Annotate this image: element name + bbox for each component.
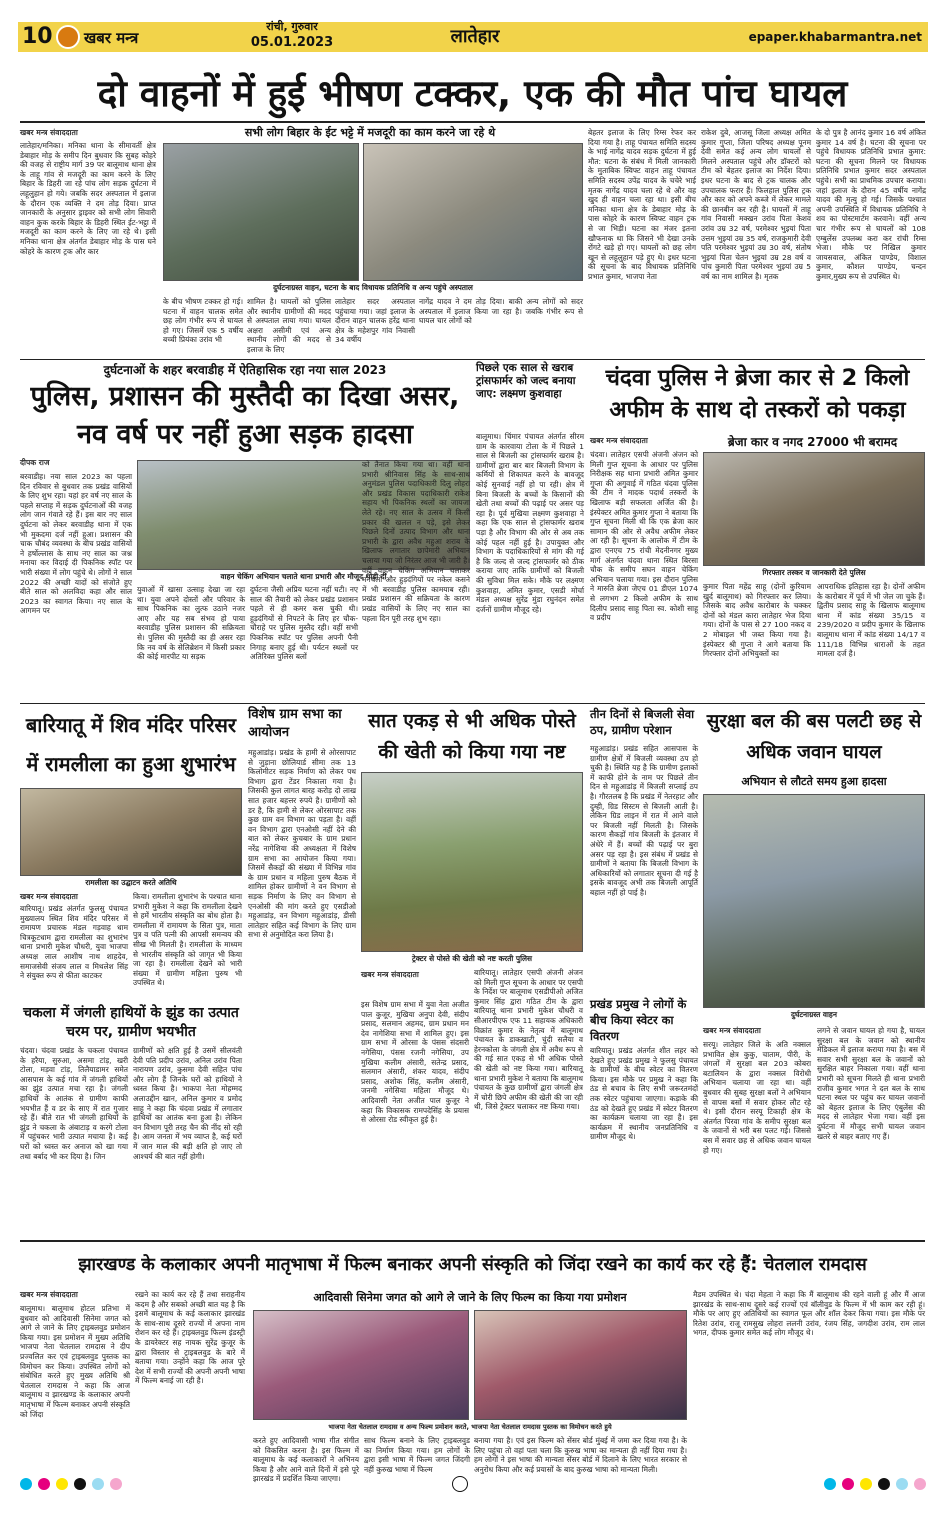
ramlila-text-col1: बारियातू। प्रखंड अंतर्गत फुलसु पंचायत मुख्यालय स्थित शिव मंदिर परिसर में रामायण प्रचारक मंडल गड़वाह धाम चित्रकूटधाम द्वारा रामलीला का शुभारंभ थाना प्रभारी मुकेश चौधरी, युवा भाजपा अध्यक्ष लाल आशीष नाथ शाहदेव, समाजसेवी संजय लाल व मिथलेश सिंह ने संयुक्त रूप से फीता काटकर	[20, 904, 128, 981]
section-name: लातेहार	[450, 26, 500, 47]
lead-text-col5: नागेंद्र यादव ने दम तोड़ दिया। बाकी अन्य लोगों को सदर अस्पताल में इलाज किया जा रहा है। जबकि गंभीर रूप से घायल चार लोगों को	[419, 297, 583, 326]
cinema-text-col5: बनाया गया है। एवं इस फिल्म को सेंसर बोर्ड मुंबई में जमा कर दिया गया है। के लिए पहुंचा तो वहां पता चला कि कुरुख भाषा का मान्यता ही नहीं दिया गया है। हम लोगों ने इस भाषा की मान्यता सेंसर बोर्ड में दिलाने के लिए भारत सरकार से अनुरोध किया और कई प्रयासों के बाद कुरुख भाषा को मान्यता मिली।	[474, 1436, 687, 1474]
newyear-text-col2: युवाओं में खासा उत्साह देखा जा रहा था। युवा अपने दोस्तों और परिवार के साथ पिकनिक का लुत्फ उठाने नजर आए और यह सब संभव हो पाया बरवाडीह पुलिस प्रशासन की सक्रियता से। पुलिस की मुस्तैदी का ही असर रहा कि नव वर्ष के सेलिब्रेशन में किसी प्रकार की कोई मारपीट या सड़क	[137, 585, 245, 662]
power-text: महुआडांड़। प्रखंड सहित आसपास के ग्रामीण क्षेत्रों में बिजली व्यवस्था ठप हो चुकी है। स्थिति यह है कि ग्रामीण इलाकों में काफी होने के नाम पर पिछले तीन दिन से महुआडांड़ में बिजली सप्लाई ठप है। गौरतलब है कि प्रखंड में नेतरहाट और दुम्ही, ग्रिड सिस्टम से बिजली आती है। लेकिन ग्रिड लाइन में रात में आने वाले पर बिजली नहीं मिलती है। जिसके कारण सैकड़ों गांव बिजली के इंतजार में अंधेरे में हैं। बच्चों की पढ़ाई पर बुरा असर पड़ रहा है। इस संबंध में प्रखंड से ग्रामीणों ने बताया कि बिजली विभाग के अधिकारियों को लगातार सूचना दी गई है इसके बावजूद अभी तक बिजली आपूर्ति बहाल नहीं हो पाई है।	[590, 744, 698, 897]
lead-byline: खबर मन्त्र संवाददाता	[20, 128, 78, 137]
cinema-text-col4: साथ फिल्म बनाने के लिए ट्राइबलवुड का निर्माण किया गया। हम लोगों के द्वारा इसी भाषा में फिल्म जगत जिंदगी नहीं कुरुख भाषा में फिल्म	[364, 1436, 470, 1474]
lead-text-col7: राकेश दुबे, आजसू जिला अध्यक्ष अमित कुमार गुप्ता, जिला परिषद अध्यक्ष पूनम देवी समेत कई अन्य लोग घायलों से मिलने अस्पताल पहुंचे और डॉक्टरों को टीम को बेहतर इलाज का निर्देश दिया। इधर घटना के बाद से ट्रक चालक और उपचालक फरार हैं। फिलहाल पुलिस ट्रक और कार को अपने कब्जे में लेकर मामले की छानबीन कर रही है। घायलों में ताहू गांव निवासी मक्खन उरांव पिता केशव उरांव उम्र 32 वर्ष, परमेश्वर भुइयां पिता उत्तम भुइयां उम्र 35 वर्ष, राजकुमारी देवी पति परमेश्वर भुइयां उम्र 30 वर्ष, संतोष भुइयां पिता चेतन भुइयां उम्र 28 वर्ष व पांच कुमारी पिता परमेश्वर भुइयां उम्र 5 वर्ष का नाम शामिल है। मृतक	[701, 128, 811, 281]
page-number: 10	[22, 24, 53, 49]
sweater-text: बारियातू। प्रखंड अंतर्गत शीत लहर को देखते हुए प्रखंड प्रमुख ने फुलसु पंचायत के ग्रामीणों के बीच स्वेटर का वितरण किया। इस मौके पर प्रमुख ने कहा कि ठंड से बचाव के लिए सभी जरूरतमंदों तक स्वेटर पहुंचाया जाएगा। कड़ाके की ठंड को देखते हुए प्रखंड में स्वेटर वितरण का कार्यक्रम चलाया जा रहा है। इस कार्यक्रम में स्थानीय जनप्रतिनिधि व ग्रामीण मौजूद थे।	[590, 1046, 698, 1142]
cinema-text-col3: करते हुए आदिवासी भाषा गीत संगीत को विकसित करना है। इस फिल्म में बालूमाथ के कई कलाकारों ने अभिनय किया है और आने वाले दिनों में इसे पूरे झारखंड में प्रदर्शित किया जाएगा।	[253, 1436, 359, 1484]
lead-text-col4: लातेहार सदर अस्पताल पहुंचाया गया। जहां इलाज के दौरान वाहन चालक हरेंद्र थाना क्षेत्र के महेशपुर गांव निवासी 34 वर्षीय	[335, 297, 415, 345]
divider	[20, 121, 925, 123]
cinema-text-col6: मैडम उपस्थित थे। चंदा मेहता ने कहा कि मैं बालूमाथ की रहने वाली हूं और मैं आज झारखंड के साथ-साथ दूसरे कई राज्यों एवं बॉलीवुड के फिल्म में भी काम कर रही हूं। मौके पर आए हुए अतिथियों का स्वागत फूल और शॉल देकर किया गया। इस मौके पर रितेश उरांव, राजू रामसुख लोहरा ललनी उरांव, रंजय सिंह, जगदीश उरांव, राम लाल भगत, दीपक कुमार समेत कई लोग मौजूद थे।	[693, 1290, 925, 1338]
lead-photo-accident	[163, 143, 359, 281]
newyear-kicker: दुर्घटनाओं के शहर बरवाडीह में ऐतिहासिक रहा नया साल 2023	[103, 363, 387, 377]
lead-subhead: सभी लोग बिहार के ईट भट्टे में मजदूरी का काम करने जा रहे थे	[244, 126, 496, 139]
elephants-headline: चकला में जंगली हाथियों के झुंड का उत्पात चरम पर, ग्रामीण भयभीत	[23, 1005, 239, 1040]
lead-text-col6: बेहतर इलाज के लिए रिम्स रेफर कर दिया गया है। ताहू पंचायत समिति सदस्य के भाई नागेंद्र यादव सड़क दुर्घटना में हुई मौत: घटना के संबंध में मिली जानकारी के मुताबिक स्विफ्ट वाहन ताहू पंचायत समिति सदस्य उपेंद्र यादव के चचेरे भाई मृतक नागेंद्र यादव चला रहे थे और वह खुद ही वाहन चला रहा था। इसी बीच मनिका थाना क्षेत्र के डेबाहार मोड़ के पास कोहरे के कारण स्विफ्ट वाहन ट्रक से जा भिड़ी। घटना का मंजर इतना खौफनाक था कि जिसने भी देखा उनके रोंगटे खड़े हो गए। घायलों को छह लोग खून से लहूलुहान पड़े हुए थे। इधर घटना की सूचना के बाद विधायक प्रतिनिधि प्रभात कुमार, भाजपा नेता	[588, 128, 696, 281]
lead-text-col3: शामिल है। घायलों को पुलिस और स्थानीय ग्रामीणों की मदद से अस्पताल लाया गया। घायल अक्षरा असीमी एवं अन्य स्थानीय लोगों की मदद से इलाज के लिए	[247, 297, 331, 354]
transformer-headline: पिछले एक साल से खराब ट्रांसफार्मर को जल्द बनाया जाए: लक्ष्मण कुशवाहा	[476, 362, 576, 400]
cinema-photo-1	[253, 1310, 469, 1420]
gramsabha-text-col1: महुआडांड़। प्रखंड के हामी से ओरसापाट से जुड़ाना छोलियार्ड सीमा तक 13 किलोमीटर सड़क निर्माण को लेकर पथ विभाग द्वारा टेंडर निकाला गया है। जिसकी कुल लागत बारह करोड़ दो लाख सात हजार बहत्तर रुपये है। ग्रामीणों को डर है, कि हामी से लेकर ओरसापाट तक कुछ ग्राम वन विभाग का पड़ता है। वहीं वन विभाग द्वारा एनओसी नहीं देने की बात को लेकर कुचबार के ग्राम प्रधान नरेंद्र नागेशिया की अध्यक्षता में विशेष ग्राम सभा का आयोजन किया गया। जिसमें सैकड़ों की संख्या में विभिन्न गांव के ग्राम प्रधान व महिला पुरुष बैठक में शामिल होकर ग्रामीणों ने वन विभाग से सड़क निर्माण के लिए वन विभाग से एनओसी की मांग करते हुए एसडीओ महुआडांड़, वन विभाग महुआडांड़, डीसी लातेहार सहित कई विभाग के लिए ग्राम सभा से अनुमोदित करा लिया है।	[248, 748, 356, 940]
divider	[20, 703, 925, 704]
ramlila-headline: बारियातू में शिव मंदिर परिसर में रामलीला का हुआ शुभारंभ	[25, 713, 237, 776]
newyear-text-col3: दुर्घटना जैसी अप्रिय घटना नहीं घटी। नए साल की तैयारी को लेकर प्रखंड प्रशासन पहले से ही कमर कस चुकी थी। हुड़दंगियों से निपटने के लिए हर चौक-चौराहे पर पुलिस मुस्तैद रही। वहीं सभी पिकनिक स्पॉट पर पुलिस अपनी पैनी निगाह बनाए हुई थी। पर्यटन स्थलों पर अतिरिक्त पुलिस बलों	[250, 585, 358, 662]
brand-logo-icon	[56, 25, 80, 49]
cinema-subhead: आदिवासी सिनेमा जगत को आगे ले जाने के लिए फिल्म का किया गया प्रमोशन	[313, 1291, 627, 1304]
opium-subhead: ब्रेजा कार व नगद 27000 भी बरामद	[727, 435, 898, 449]
lead-text-col2: के बीच भीषण टक्कर हो गई। घटना में वाहन चालक समेत छह लोग गंभीर रूप से घायल हो गए। जिसमें एक 5 वर्षीय बच्ची प्रियंका उरांव भी	[163, 297, 243, 345]
opium-headline: चंदवा पुलिस ने ब्रेजा कार से 2 किलो अफीम के साथ दो तस्करों को पकड़ा	[605, 365, 910, 423]
bus-headline: सुरक्षा बल की बस पलटी छह से अधिक जवान घायल	[706, 711, 922, 763]
poppy-byline: खबर मन्त्र संवाददाता	[361, 970, 419, 979]
bus-text-col2: लगने से जवान घायल हो गया है, घायल सुरक्षा बल के जवान को स्थानीय मेडिकल में इलाज कराया गया है। बस में सवार सभी सुरक्षा बल के जवानों को सुरक्षित बाहर निकाला गया। वहीं थाना प्रभारी को सूचना मिलते ही थाना प्रभारी राजीव कुमार भगत ने दल बल के साथ घटना स्थल पर पहुंच कर घायल जवानों को बेहतर इलाज के लिए एंबुलेंस की मदद से लातेहार भेजा गया। वहीं इस दुर्घटना में मौजूद सभी घायल जवान खतरे से बाहर बताए गए हैं।	[817, 1026, 925, 1141]
lead-text-col1: लातेहार/मनिका। मनिका थाना के सीमावर्ती क्षेत्र डेबाहार मोड़ के समीप दिन बुधवार कि सुबह कोहरे की वजह से राष्ट्रीय मार्ग 39 पर बालूमाथ थाना क्षेत्र के ताहू गांव से मजदूरी का काम करने के लिए बिहार के डिहरी जा रहे पांच लोग सड़क दुर्घटना में लहूलुहान हो गये। जबकि सदर अस्पताल में इलाज के दौरान एक व्यक्ति ने दम तोड़ दिया। प्राप्त जानकारी के अनुसार ड्राइवर को सभी लोग सिवारी वाहन कुक करके बिहार के डिहरी स्थित ईट-भट्ठा में मजदूरी का काम करने के लिए जा रहे थे। इसी मनिका थाना क्षेत्र अंतर्गत डेबाहार मोड़ के पास घने कोहरे के कारण ट्रक और कार	[20, 141, 156, 256]
opium-photo-caption: गिरफ्तार तस्कर व जानकारी देते पुलिस	[762, 568, 866, 577]
newyear-photo-caption: वाहन चेकिंग अभियान चलाते थाना प्रभारी और मौजूद थोड़ी दी	[220, 572, 387, 581]
opium-photo	[703, 452, 925, 566]
cinema-text-col2: रखने का कार्य कर रहे हैं तथा सराहनीय कदम है और सबको अच्छी बात यह है कि इसमें बालूमाथ के कई कलाकार झारखंड के साथ-साथ दूसरे राज्यों में अपना नाम रोशन कर रहे हैं। ट्राइबलवुड फिल्म इंडस्ट्री के डायरेक्टर सह नायक सुरेंद्र कुजूर के द्वारा विस्तार से ट्राइबलवुड के बारे में बताया गया। उन्होंने कहा कि आज पूरे देश में सभी राज्यों की अपनी अपनी भाषा में फिल्म बनाई जा रही है।	[135, 1290, 245, 1386]
lead-text-col8: के दो पुत्र है आनंद कुमार 16 वर्ष अंकित कुमार 14 वर्ष है। घटना की सूचना पर पहुंचे विधायक प्रतिनिधि प्रभात कुमार: घटना की सूचना मिलने पर विधायक प्रतिनिधि प्रभात कुमार सदर अस्पताल पहुंचे। सभी का प्राथमिक उपचार कराया। जहां इलाज के दौरान 45 वर्षीय नागेंद्र यादव की मृत्यु हो गई। जिसके पश्चात अपनी उपस्थिति में विधायक प्रतिनिधि ने शव का पोस्टमार्टम करवाने। वहीं अन्य चार गंभीर रूप से घायलों को 108 एम्बुलेंस उपलब्ध करा कर रांची रिम्स भेजा। मौके पर निखिल कुमार जायसवाल, अंकित पाण्डेय, विशाल कुमार, कौशल पाण्डेय, चन्दन कुमार,मुख्य रूप से उपस्थित थे।	[816, 128, 926, 281]
brand-name: खबर मन्त्र	[84, 29, 139, 47]
masthead-city-day: रांची, गुरुवार	[266, 20, 318, 33]
epaper-url[interactable]: epaper.khabarmantra.net	[748, 30, 922, 44]
bus-subhead: अभियान से लौटते समय हुआ हादसा	[741, 775, 887, 788]
elephants-text-col1: चंदवा। चंदवा प्रखंड के चकला पंचायत के हरैया, सुरुआ, असमा टांड़, खरी टोला, मड़वा टांड़, तिलैयाडामर समेत आसपास के कई गांव में जंगली हाथियों का झुंड उत्पात मचा रहा है। जंगली हाथियों के आतंक से ग्रामीण काफी भयभीत हैं व डर के साए में रात गुजार रहे हैं। बीते रात भी जंगली हाथियों के झुंड ने चकला के अंबाटाड़ व करगे टोला में पहुंचकर भारी उत्पात मचाया है। कई घरों को ध्वस्त कर अनाज को खा गया तथा बर्बाद भी कर दिया है। जिन	[20, 1046, 128, 1161]
bus-byline: खबर मन्त्र संवाददाता	[703, 1026, 761, 1035]
newyear-byline: दीपक राज	[20, 458, 50, 467]
cinema-headline: झारखण्ड के कलाकार अपनी मातृभाषा में फिल्म बनाकर अपनी संस्कृति को जिंदा रखने का कार्य कर रहे हैं: चेतलाल रामदास	[78, 1255, 867, 1275]
poppy-photo	[361, 772, 583, 952]
opium-text-col3: आपराधिक इतिहास रहा है। दोनों अफीम के कारोबार में पूर्व में भी जेल जा चुके हैं। द्वितीय प्रसाद साहू के खिलाफ बालूमाथ थाना में कांड संख्या 35/15 व 239/2020 व प्रदीप कुमार के खिलाफ बालूमाथ थाना में कांड संख्या 14/17 व 111/18 विभिन्न धाराओं के तहत मामला दर्ज है।	[817, 582, 925, 659]
divider	[20, 359, 925, 360]
ramlila-photo-caption: रामलीला का उद्घाटन करते अतिथि	[85, 878, 177, 887]
bus-photo	[703, 794, 925, 1008]
ramlila-photo	[20, 788, 242, 876]
masthead-date: 05.01.2023	[250, 35, 334, 50]
opium-text-col1: चंदवा। लातेहार एसपी अंजनी अंजन को मिली गुप्त सूचना के आधार पर पुलिस निरीक्षक सह थाना प्रभारी अमित कुमार गुप्ता की अगुवाई में गठित चंदवा पुलिस की टीम ने मादक पदार्थ तस्करों के खिलाफ बड़ी सफलता अर्जित की है। इंस्पेक्टर अमित कुमार गुप्ता ने बताया कि गुप्त सूचना मिली थी कि एक ब्रेजा कार सामान की ओर से अवैध अफीम लेकर आ रही है। सूचना के आलोक में टीम के द्वारा एनएच 75 रांची मेदनीनगर मुख्य मार्ग अंतर्गत चंदवा थाना स्थित बिरसा चौक के समीप सघन वाहन चेकिंग अभियान चलाया गया। इस दौरान पुलिस ने मारुति ब्रेजा जेएच 01 डीएल 1074 से लगभग 2 किलो अफीम के साथ दिलीप प्रसाद साहू पिता स्व. कोशी साहू व प्रदीप	[590, 450, 698, 623]
lead-photo-caption: दुर्घटनाग्रस्त वाहन, घटना के बाद विधायक प्रतिनिधि व अन्य पहुंचे अस्पताल	[273, 283, 473, 292]
ramlila-byline: खबर मन्त्र संवाददाता	[20, 892, 78, 901]
bus-text-col1: सरयू। लातेहार जिले के अति नक्सल प्रभावित क्षेत्र कुकु, चाताम, पीरी, के जंगलों में सुरक्षा बल 203 कोबरा बटालियन के द्वारा नक्सल विरोधी अभियान चलाया जा रहा था। वहीं बुधवार की सुबह सुरक्षा बलों ने अभियान से वापस बसों में सवार होकर लौट रहे थे। इसी दौरान सरयू टिकाही क्षेत्र के अंतर्गत पिरवा गांव के समीप सुरक्षा बल के जवानों से भरी बस पलट गई। जिससे बस में सवार छह से अधिक जवान घायल हो गए।	[703, 1040, 811, 1155]
registration-mark-icon	[452, 1476, 468, 1492]
gramsabha-headline: विशेष ग्राम सभा का आयोजन	[248, 707, 342, 740]
print-color-marks-left	[20, 1478, 180, 1492]
opium-text-col2: कुमार पिता महेंद्र साहू (दोनों कुरियाम खुर्द बालूमाथ) को गिरफ्तार कर लिया। जिसके बाद अवैध कारोबार के चक्कर दोनों को मंडल कारा लातेहार भेज दिया गया। दोनों के पास से 27 100 नकद व 2 मोबाइल भी जब्त किया गया है। इंस्पेक्टर श्री गुप्ता ने आगे बताया कि गिरफ्तार दोनों अभियुक्तों का	[703, 582, 811, 659]
cinema-byline: खबर मन्त्र संवाददाता	[20, 1290, 78, 1299]
poppy-headline: सात एकड़ से भी अधिक पोस्ते की खेती को किया गया नष्ट	[368, 710, 576, 763]
cinema-photo-caption: भाजपा नेता चेतलाल रामदास व अन्य फिल्म प्रमोशन करते, भाजपा नेता चेतलाल रामदास पुस्तक का विमोचन करते हुये	[328, 1423, 612, 1431]
power-headline: तीन दिनों से बिजली सेवा ठप, ग्रामीण परेशान	[590, 707, 695, 737]
newyear-headline: पुलिस, प्रशासन की मुस्तैदी का दिखा असर, नव वर्ष पर नहीं हुआ सड़क हादसा	[30, 381, 460, 450]
sweater-headline: प्रखंड प्रमुख ने लोगों के बीच किया स्वेटर का वितरण	[590, 997, 687, 1043]
masthead	[0, 0, 945, 66]
ramlila-text-col2: किया। रामलीला शुभारंभ के पश्चात थाना प्रभारी मुकेश ने कहा कि रामलीला देखने से हमें भारतीय संस्कृति का बोध होता है। रामलीला में रामायण के सिता पुत्र, माता पुत्र व पति पत्नी की आपसी समन्वय की सीख भी मिलती है। रामलीला के माध्यम से भारतीय संस्कृति को जागृत भी किया जा रहा है। रामलीला देखने को भारी संख्या में ग्रामीण महिला पुरुष भी उपस्थित थे।	[133, 892, 242, 988]
print-color-marks-right	[770, 1478, 926, 1492]
lead-headline: दो वाहनों में हुई भीषण टक्कर, एक की मौत पांच घायल	[97, 72, 848, 115]
bus-photo-caption: दुर्घटनाग्रस्त वाहन	[791, 1010, 837, 1019]
divider	[20, 1240, 925, 1242]
poppy-text-col1: बारियातू। लातेहार एसपी अंजनी अंजन को मिली गुप्त सूचना के आधार पर एसपी के निर्देश पर बालूमाथ एसडीपीओ अजित कुमार सिंह द्वारा गठित टीम के द्वारा बारियातू थाना प्रभारी मुकेश चौधरी व सीआरपीएफ एफ 11 सहायक अधिकारी विक्रांत कुमार के नेतृत्व में बालूमाथ पंचायत के डाकखाटी, चुंदी सलैया व हेरनकोला के जंगली क्षेत्र में अवैध रूप से की गई सात एकड़ से भी अधिक पोस्ते की खेती को नष्ट किया गया। बारियातू थाना प्रभारी मुकेश ने बताया कि बालूमाथ पंचायत के कुछ ग्रामीणों द्वारा जंगली क्षेत्र में चोरी छिपे अफीम की खेती की जा रही थी, जिसे ट्रेक्टर चलाकर नष्ट किया गया।	[474, 968, 583, 1112]
opium-byline: खबर मन्त्र संवाददाता	[590, 436, 648, 445]
newyear-text-col4: को तैनात किया गया था। वहीं थाना प्रभारी श्रीनिवास सिंह के साथ-साथ अनुमंडल पुलिस पदाधिकारी दिलु लोहरा और प्रखंड विकास पदाधिकारी राकेश सहाय भी पिकनिक स्थलों का जायजा लेते रहे। नए साल के उत्सव में किसी प्रकार की खलल न पड़े, इसे लेकर पिछले दिनों उत्पाद विभाग और थाना प्रभारी के द्वारा अवैध महुआ शराब के खिलाफ लगातार छापेमारी अभियान चलाया गया जो निरंतर आज भी जारी है। वहीं वाहन चेकिंग अभियान चलाकर मनचलों और हुड़दंगियों पर नकेल कसने में भी बरवाडीह पुलिस कामयाब रही। प्रखंड प्रशासन की सक्रियता के कारण प्रखंड वासियों के लिए नए साल का पहला दिन पूरी तरह शुभ रहा।	[362, 460, 470, 623]
cinema-photo-2	[474, 1310, 687, 1420]
lead-photo-hospital	[363, 143, 583, 281]
newyear-text-col1: बरवाडीह। नया साल 2023 का पहला दिन रविवार से बुधवार तक प्रखंड वासियों के लिए शुभ रहा। यहां हर वर्ष नए साल के पहले सप्ताह में सड़क दुर्घटनाओं की वजह लोग जान गंवाते रहे हैं। इस बार नए साल दुर्घटना को लेकर बरवाडीह थाना में एक भी मुकदमा दर्ज नहीं हुआ। प्रशासन की चाक चौबंद व्यवस्था के बीच प्रखंड वासियों ने हर्षोल्लास के साथ नए साल का जश्न मनाया कर विदाई दी पिकनिक स्पॉट पर भारी संख्या में लोग पहुंचे थे। लोगों ने साल 2022 की अच्छी यादों को संजोते हुए बीते साल को अलविदा कहा और साल 2023 का स्वागत किया। नए साल के आगमन पर	[20, 472, 132, 616]
poppy-photo-caption: ट्रेक्टर से पोस्ते की खेती को नष्ट करती पुलिस	[412, 954, 532, 963]
elephants-text-col2: ग्रामीणों को क्षति हुई है उसमें सीलवंती देवी पति प्रदीप उरांव, अनिल उरांव पिता नारायण उरांव, कुसमा देवी सहित पांच और लोग हैं जिनके घरों को हाथियों ने ध्वस्त किया है। भाकपा नेता मोहम्मद अलाउद्दीन खान, अनिल कुमार व प्रमोद साहू ने कहा कि चंदवा प्रखंड में लगातार हाथियों का आतंक बना हुआ है। लेकिन वन विभाग पूरी तरह चैन की नींद सो रही है। आम जनता में भय व्याप्त है, कई घरों में जान माल की बड़ी क्षति हो जाए तो आश्चर्य की बात नहीं होगी।	[133, 1046, 242, 1161]
gramsabha-text-col2: इस विशेष ग्राम सभा में युवा नेता अजीत पाल कुजूर, मुखिया अनुपा देवी, संदीप प्रसाद, सलमान अहमद, ग्राम प्रधान मन देव नागेशिया सभा में शामिल हुए। इस ग्राम सभा में ओरसा के पंसस संदसरी नगेसिया, पंसस रजनी नगेसिया, उप मुखिया कलीम अंसारी, सतेन्द्र प्रसाद, सलमान अंसारी, शंकर यादव, संदीप प्रसाद, अशोक सिंह, कलीम अंसारी, जनमी नगेसिया महिला मौजूद थे। आदिवासी नेता अजीत पाल कुजूर ने कहा कि विकासक रामपदेसिंह के प्रयास से ओरसा रोड स्वीकृत हुई है।	[361, 1000, 469, 1125]
transformer-text: बालूमाथ। चिंमार पंचायत अंतर्गत सीरम ग्राम के कारवाया टोला के में पिछले 1 साल से बिजली का ट्रांसफार्मर खराब है। ग्रामीणों द्वारा बार बार बिजली विभाग के कर्मियों से शिकायत करने के बावजूद कोई सुनवाई नहीं हो पा रही। क्षेत्र में बिना बिजली के बच्चों के किसानों की खेती तथा बच्चों की पढ़ाई पर असर पड़ रहा है। पूर्व मुखिया लक्ष्मण कुशवाहा ने कहा कि एक साल से ट्रांसफार्मर खराब पड़ा है और विभाग की ओर से अब तक कोई पहल नहीं हुई है। उपायुक्त और विभाग के पदाधिकारियों से मांग की गई है कि जल्द से जल्द ट्रांसफार्मर को ठीक कराया जाए ताकि ग्रामीणों को बिजली की सुविधा मिल सके। मौके पर लक्ष्मण कुशवाहा, अमित कुमार, एसडी मोर्चा मंडल अध्यक्ष सुरेंद्र मुंडा रघुनंदन समेत दर्जनों ग्रामीण मौजूद रहे।	[476, 432, 584, 614]
cinema-text-col1: बालूमाथ। बालूमाथ होटल प्रतिभा में बुधवार को आदिवासी सिनेमा जगत को आगे ले जाने के लिए ट्राइबलवुड प्रमोशन किया गया। इस प्रमोशन में मुख्य अतिथि भाजपा नेता चेतलाल रामदास ने दीप प्रज्वलित कर एवं ट्राइबलवुड पुस्तक का विमोचन कर किया। उपस्थित लोगों को संबोधित करते हुए मुख्य अतिथि श्री चेतलाल रामदास ने कहा कि आज बालूमाथ व झारखण्ड के कलाकार अपनी मातृभाषा में फिल्म बनाकर अपनी संस्कृति को जिंदा	[20, 1304, 130, 1419]
